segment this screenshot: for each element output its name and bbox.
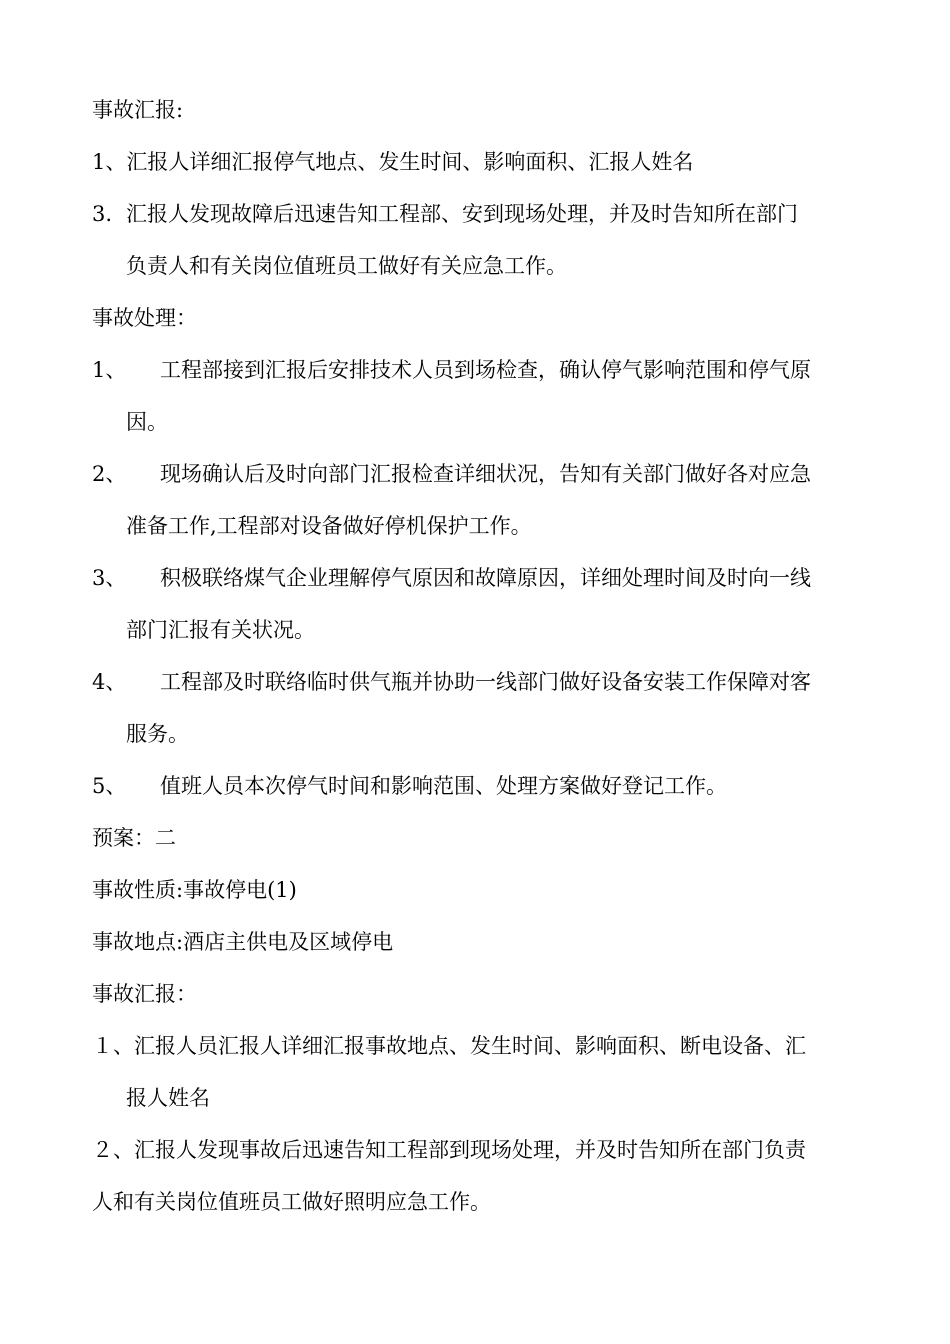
list-item — [92, 448, 862, 500]
paragraph-text: 事故地点:酒店主供电及区域停电 — [92, 930, 394, 954]
list-item-continuation: 准备工作,工程部对设备做好停机保护工作。 — [126, 514, 532, 538]
paragraph-text: 事故性质:事故停电(1) — [92, 878, 297, 902]
paragraph-text: 现场确认后及时向部门汇报检查详细状况，告知有关部门做好各对应急 — [160, 462, 811, 486]
list-item — [92, 1124, 862, 1176]
plan-title — [92, 812, 862, 864]
paragraph-text: 工程部及时联络临时供气瓶并协助一线部门做好设备安装工作保障对客 — [160, 670, 811, 694]
paragraph-text: 工程部接到汇报后安排技术人员到场检查，确认停气影响范围和停气原 — [160, 358, 811, 382]
paragraph-text: 事故汇报： — [92, 982, 197, 1006]
list-item-continuation: 报人姓名 — [126, 1086, 210, 1110]
paragraph-text: 汇报人发现故障后迅速告知工程部、安到现场处理，并及时告知所在部门 — [126, 202, 798, 226]
accident-nature — [92, 864, 862, 916]
list-item-continuation: 部门汇报有关状况。 — [126, 618, 315, 642]
paragraph-text: 事故处理： — [92, 306, 197, 330]
list-item-continuation: 因。 — [126, 410, 168, 434]
paragraph-text: 事故汇报: — [92, 98, 184, 122]
list-item-continuation: 服务。 — [126, 722, 189, 746]
item-number: 3. — [92, 202, 113, 226]
item-number: 4、 — [92, 670, 127, 694]
list-item-continuation: 负责人和有关岗位值班员工做好有关应急工作。 — [126, 254, 567, 278]
list-item — [92, 760, 862, 812]
paragraph-text: 值班人员本次停气时间和影响范围、处理方案做好登记工作。 — [160, 774, 727, 798]
paragraph-text: 汇报人发现事故后迅速告知工程部到现场处理，并及时告知所在部门负责 — [134, 1138, 806, 1162]
item-number: 1、 — [92, 358, 127, 382]
paragraph-text: 汇报人详细汇报停气地点、发生时间、影响面积、汇报人姓名 — [126, 150, 694, 174]
paragraph-text: 预案：二 — [92, 826, 176, 850]
item-number: ２、 — [92, 1138, 134, 1162]
list-item — [92, 188, 862, 240]
list-item-continuation: 人和有关岗位值班员工做好照明应急工作。 — [92, 1190, 491, 1214]
list-item — [92, 136, 862, 188]
item-number: １、 — [92, 1034, 134, 1058]
paragraph-text: 汇报人员汇报人详细汇报事故地点、发生时间、影响面积、断电设备、汇 — [134, 1034, 806, 1058]
item-number: 1、 — [92, 150, 127, 174]
list-item — [92, 1020, 862, 1072]
heading-accident-report-2 — [92, 968, 862, 1020]
list-item — [92, 552, 862, 604]
list-item — [92, 344, 862, 396]
document-page — [92, 84, 862, 1228]
item-number: 5、 — [92, 774, 127, 798]
accident-location — [92, 916, 862, 968]
item-number: 2、 — [92, 462, 127, 486]
paragraph-text: 积极联络煤气企业理解停气原因和故障原因，详细处理时间及时向一线 — [160, 566, 811, 590]
item-number: 3、 — [92, 566, 127, 590]
heading-accident-report — [92, 84, 862, 136]
list-item — [92, 656, 862, 708]
heading-accident-handling — [92, 292, 862, 344]
